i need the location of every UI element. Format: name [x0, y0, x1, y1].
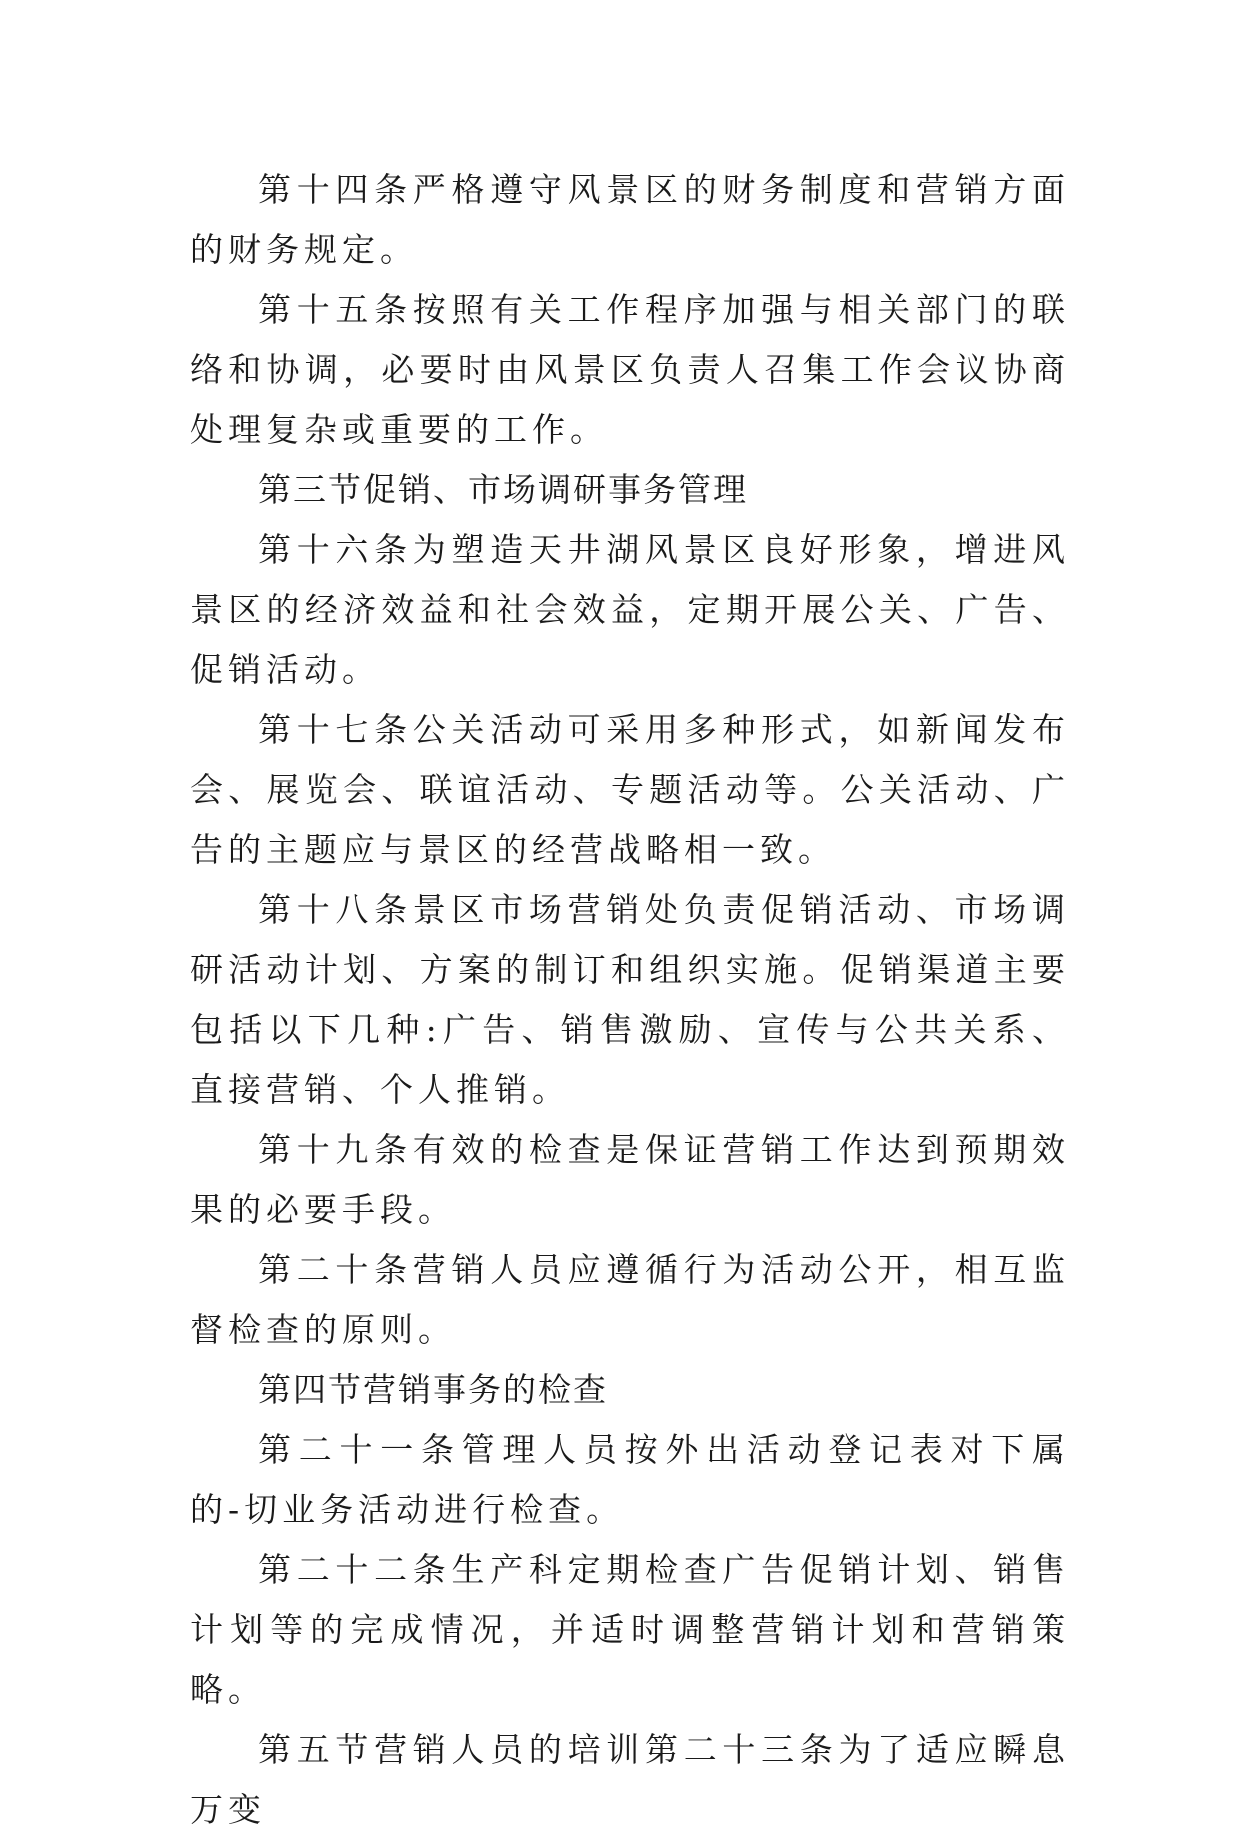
- paragraph-article-16: 第十六条为塑造天井湖风景区良好形象，增进风景区的经济效益和社会效益，定期开展公关、广告、促销活动。: [190, 530, 1070, 689]
- paragraph-article-17: 第十七条公关活动可采用多种形式，如新闻发布会、展览会、联谊活动、专题活动等。公关活动、广告的主题应与景区的经营战略相一致。: [190, 710, 1070, 869]
- paragraph-article-14: 第十四条严格遵守风景区的财务制度和营销方面的财务规定。: [190, 170, 1070, 269]
- paragraph-article-20: 第二十条营销人员应遵循行为活动公开，相互监督检查的原则。: [190, 1250, 1070, 1349]
- paragraph-section-5-article-23: 第五节营销人员的培训第二十三条为了适应瞬息万变: [190, 1730, 1070, 1829]
- section-heading-4: 第四节营销事务的检查: [258, 1370, 608, 1409]
- document-body: [190, 160, 1070, 1840]
- paragraph-article-15: 第十五条按照有关工作程序加强与相关部门的联络和协调，必要时由风景区负责人召集工作会议协商处理复杂或重要的工作。: [190, 290, 1070, 449]
- paragraph-article-22: 第二十二条生产科定期检查广告促销计划、销售计划等的完成情况，并适时调整营销计划和营销策略。: [190, 1550, 1070, 1709]
- section-heading-3: 第三节促销、市场调研事务管理: [258, 470, 748, 509]
- paragraph-article-18: 第十八条景区市场营销处负责促销活动、市场调研活动计划、方案的制订和组织实施。促销渠道主要包括以下几种:广告、销售激励、宣传与公共关系、直接营销、个人推销。: [190, 890, 1070, 1109]
- paragraph-article-21: 第二十一条管理人员按外出活动登记表对下属的-切业务活动进行检查。: [190, 1430, 1070, 1529]
- paragraph-article-19: 第十九条有效的检查是保证营销工作达到预期效果的必要手段。: [190, 1130, 1070, 1229]
